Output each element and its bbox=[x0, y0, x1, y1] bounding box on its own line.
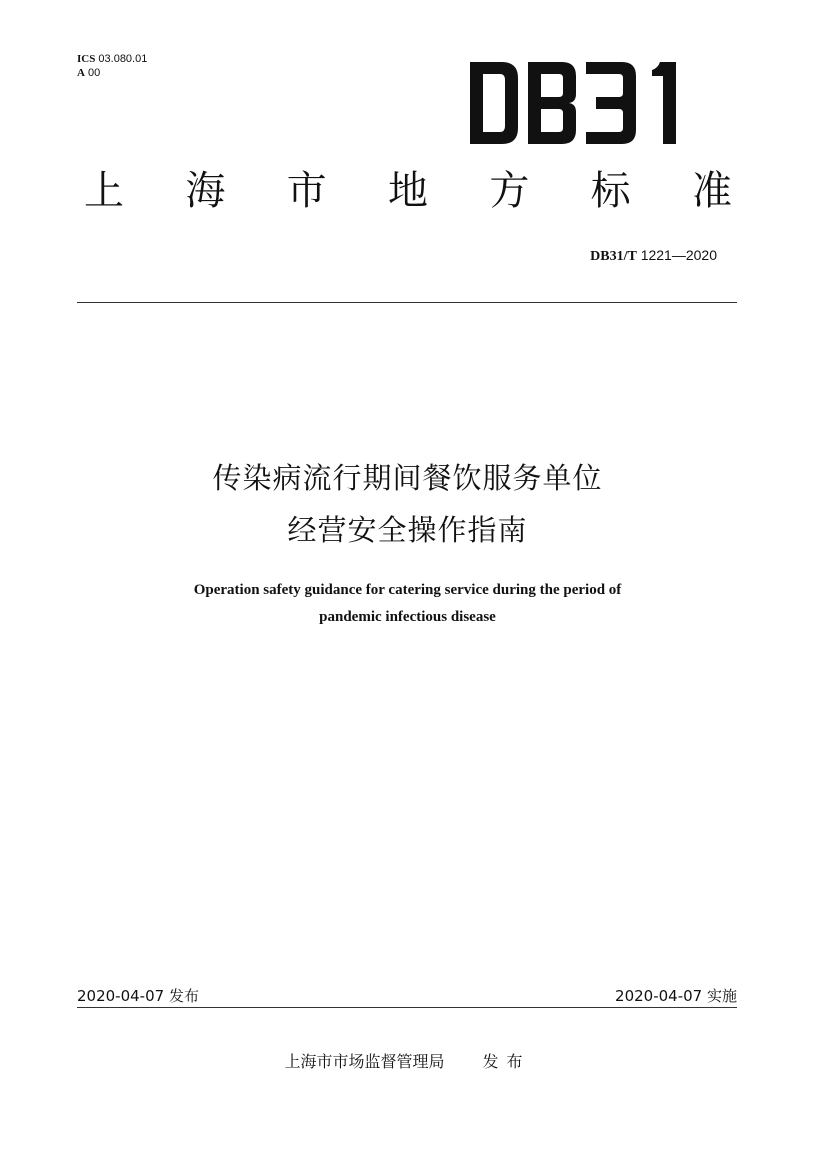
db31-logo bbox=[470, 62, 692, 144]
release-date: 2020-04-07 发布 bbox=[77, 987, 199, 1005]
standard-name-char: 地 bbox=[387, 168, 428, 214]
standard-name-char: 标 bbox=[590, 168, 631, 214]
standard-code-number: 1221—2020 bbox=[640, 247, 717, 263]
top-divider bbox=[77, 302, 737, 303]
title-en-line2: pandemic infectious disease bbox=[319, 609, 496, 625]
ccs-code: 00 bbox=[88, 67, 101, 79]
standard-name-char: 上 bbox=[84, 168, 124, 214]
standard-name-char: 方 bbox=[489, 168, 530, 214]
ics-code: 03.080.01 bbox=[98, 53, 148, 65]
issue-label: 发布 bbox=[482, 1052, 531, 1071]
bottom-divider bbox=[77, 1007, 737, 1008]
ccs-label: A bbox=[77, 67, 85, 79]
publisher-name: 上海市市场监督管理局 bbox=[284, 1052, 445, 1071]
title-en-line1: Operation safety guidance for catering service during the period of bbox=[193, 582, 622, 598]
standard-type-name bbox=[84, 168, 732, 214]
standard-code-prefix: DB31/T bbox=[590, 249, 637, 264]
standard-code bbox=[590, 247, 717, 265]
standard-name-char: 准 bbox=[691, 168, 732, 214]
title-cn-line2: 经营安全操作指南 bbox=[287, 513, 528, 547]
standard-name-char: 市 bbox=[286, 168, 327, 214]
standard-name-char: 海 bbox=[185, 168, 226, 214]
ics-label: ICS bbox=[77, 53, 96, 65]
ccs-line bbox=[77, 66, 147, 80]
publisher-line bbox=[0, 1049, 815, 1072]
dates-row bbox=[77, 985, 737, 1006]
ics-line bbox=[77, 52, 147, 66]
title-cn-line1: 传染病流行期间餐饮服务单位 bbox=[212, 461, 603, 495]
title-en bbox=[0, 577, 815, 631]
effective-date: 2020-04-07 实施 bbox=[615, 987, 737, 1005]
ics-block bbox=[77, 52, 147, 80]
